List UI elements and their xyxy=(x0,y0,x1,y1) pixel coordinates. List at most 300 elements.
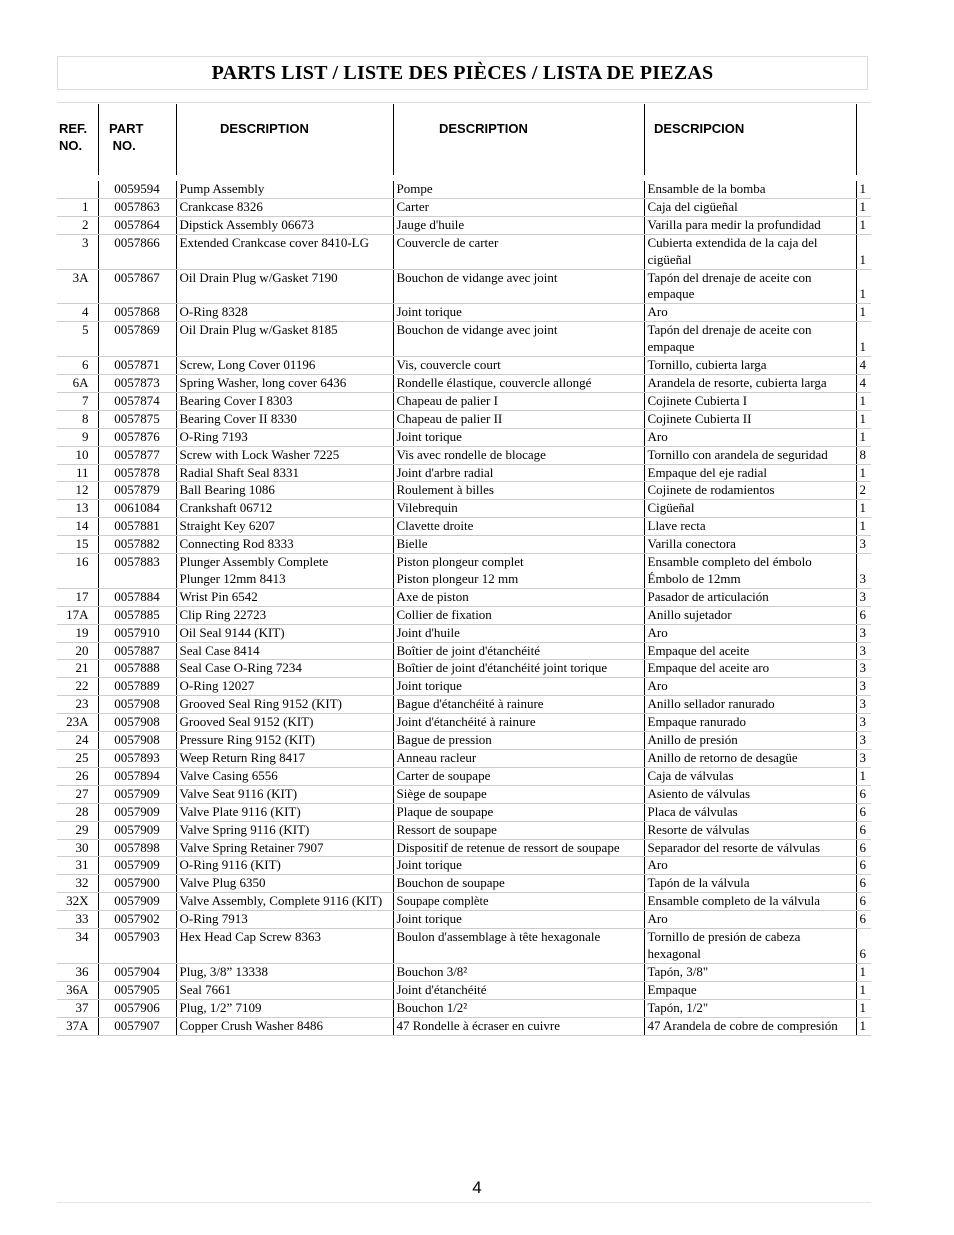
table-row xyxy=(57,624,871,642)
description-en-cell: Pressure Ring 9152 (KIT) xyxy=(176,732,393,750)
description-fr-cell: Soupape complète xyxy=(393,893,644,911)
description-fr-cell: Bouchon 1/2² xyxy=(393,999,644,1017)
part-number-cell: 0057877 xyxy=(98,446,176,464)
part-number-cell: 0057874 xyxy=(98,392,176,410)
table-row xyxy=(57,696,871,714)
description-es-cell: Separador del resorte de válvulas xyxy=(644,839,856,857)
description-fr-cell: Bague de pression xyxy=(393,732,644,750)
description-fr-cell: Joint torique xyxy=(393,428,644,446)
ref-cell: 11 xyxy=(57,464,98,482)
description-es-cell: Anillo sujetador xyxy=(644,606,856,624)
part-number-cell: 0057909 xyxy=(98,803,176,821)
description-en-cell: Valve Casing 6556 xyxy=(176,767,393,785)
part-number-cell: 0057910 xyxy=(98,624,176,642)
part-number-cell: 0057875 xyxy=(98,410,176,428)
description-es-cell: Tapón de la válvula xyxy=(644,875,856,893)
ref-cell: 36 xyxy=(57,963,98,981)
part-number-cell: 0057882 xyxy=(98,536,176,554)
description-en-cell: Extended Crankcase cover 8410-LG xyxy=(176,234,393,269)
table-row xyxy=(57,606,871,624)
description-en-cell: O-Ring 9116 (KIT) xyxy=(176,857,393,875)
ref-cell: 33 xyxy=(57,911,98,929)
quantity-cell: 1 xyxy=(856,216,871,234)
description-fr-cell: Boulon d'assemblage à tête hexagonale xyxy=(393,929,644,964)
description-en-cell: O-Ring 12027 xyxy=(176,678,393,696)
description-fr-cell: Bouchon de soupape xyxy=(393,875,644,893)
description-fr-cell: Piston plongeur complet Piston plongeur 12 mm xyxy=(393,554,644,589)
ref-cell: 28 xyxy=(57,803,98,821)
header-desc-es xyxy=(644,104,857,175)
ref-cell: 16 xyxy=(57,554,98,589)
description-en-cell: Grooved Seal 9152 (KIT) xyxy=(176,714,393,732)
quantity-cell: 3 xyxy=(856,660,871,678)
part-number-cell: 0057906 xyxy=(98,999,176,1017)
part-number-cell: 0057908 xyxy=(98,696,176,714)
description-es-cell: Aro xyxy=(644,428,856,446)
part-number-cell: 0057864 xyxy=(98,216,176,234)
table-row xyxy=(57,374,871,392)
table-row xyxy=(57,821,871,839)
description-es-cell: Arandela de resorte, cubierta larga xyxy=(644,374,856,392)
part-number-cell: 0057866 xyxy=(98,234,176,269)
table-row xyxy=(57,428,871,446)
title-box xyxy=(57,56,868,90)
quantity-cell: 6 xyxy=(856,893,871,911)
table-row xyxy=(57,660,871,678)
part-number-cell: 0057894 xyxy=(98,767,176,785)
description-es-cell: Tapón, 3/8" xyxy=(644,963,856,981)
description-en-cell: O-Ring 8328 xyxy=(176,304,393,322)
description-en-cell: Valve Plug 6350 xyxy=(176,875,393,893)
description-es-cell: Varilla para medir la profundidad xyxy=(644,216,856,234)
ref-cell: 9 xyxy=(57,428,98,446)
description-fr-cell: Bague d'étanchéité à rainure xyxy=(393,696,644,714)
description-en-cell: Wrist Pin 6542 xyxy=(176,588,393,606)
table-row xyxy=(57,536,871,554)
description-es-cell: Anillo de retorno de desagüe xyxy=(644,750,856,768)
part-number-cell: 0057909 xyxy=(98,857,176,875)
description-en-cell: Crankcase 8326 xyxy=(176,198,393,216)
ref-cell: 26 xyxy=(57,767,98,785)
table-row xyxy=(57,322,871,357)
table-row xyxy=(57,269,871,304)
description-en-cell: Dipstick Assembly 06673 xyxy=(176,216,393,234)
description-en-cell: Seal 7661 xyxy=(176,981,393,999)
description-en-cell: Weep Return Ring 8417 xyxy=(176,750,393,768)
description-fr-cell: Joint d'étanchéité à rainure xyxy=(393,714,644,732)
description-es-cell: Anillo de presión xyxy=(644,732,856,750)
quantity-cell: 1 xyxy=(856,1017,871,1035)
part-number-cell: 0057893 xyxy=(98,750,176,768)
description-en-cell: Copper Crush Washer 8486 xyxy=(176,1017,393,1035)
description-fr-cell: Collier de fixation xyxy=(393,606,644,624)
ref-cell: 22 xyxy=(57,678,98,696)
description-fr-cell: Axe de piston xyxy=(393,588,644,606)
table-row xyxy=(57,893,871,911)
description-es-cell: Aro xyxy=(644,678,856,696)
header-desc-en xyxy=(176,104,394,175)
ref-cell: 15 xyxy=(57,536,98,554)
part-number-cell: 0057908 xyxy=(98,732,176,750)
ref-cell: 8 xyxy=(57,410,98,428)
quantity-cell: 1 xyxy=(856,963,871,981)
description-en-cell: Seal Case 8414 xyxy=(176,642,393,660)
description-es-cell: Empaque xyxy=(644,981,856,999)
part-number-cell: 0057905 xyxy=(98,981,176,999)
part-number-cell: 0057869 xyxy=(98,322,176,357)
description-es-cell: 47 Arandela de cobre de compresión xyxy=(644,1017,856,1035)
header-desc-fr-label: DESCRIPTION xyxy=(439,121,528,136)
quantity-cell: 1 xyxy=(856,181,871,198)
table-row xyxy=(57,588,871,606)
description-es-cell: Aro xyxy=(644,857,856,875)
quantity-cell: 1 xyxy=(856,518,871,536)
description-es-cell: Tapón del drenaje de aceite con empaque xyxy=(644,269,856,304)
table-row xyxy=(57,875,871,893)
description-en-cell: Bearing Cover I 8303 xyxy=(176,392,393,410)
description-en-cell: Clip Ring 22723 xyxy=(176,606,393,624)
ref-cell: 20 xyxy=(57,642,98,660)
quantity-cell: 1 xyxy=(856,999,871,1017)
description-fr-cell: Clavette droite xyxy=(393,518,644,536)
quantity-cell: 3 xyxy=(856,624,871,642)
quantity-cell: 1 xyxy=(856,269,871,304)
description-es-cell: Tapón del drenaje de aceite con empaque xyxy=(644,322,856,357)
description-fr-cell: Pompe xyxy=(393,181,644,198)
part-number-cell: 0057903 xyxy=(98,929,176,964)
table-row xyxy=(57,803,871,821)
description-fr-cell: Chapeau de palier II xyxy=(393,410,644,428)
table-row xyxy=(57,554,871,589)
table-row xyxy=(57,357,871,375)
table-row xyxy=(57,216,871,234)
quantity-cell: 3 xyxy=(856,714,871,732)
description-es-cell: Tornillo de presión de cabeza hexagonal xyxy=(644,929,856,964)
description-es-cell: Aro xyxy=(644,911,856,929)
quantity-cell: 3 xyxy=(856,554,871,589)
description-es-cell: Empaque del aceite aro xyxy=(644,660,856,678)
ref-cell: 23 xyxy=(57,696,98,714)
description-en-cell: Grooved Seal Ring 9152 (KIT) xyxy=(176,696,393,714)
description-en-cell: Oil Seal 9144 (KIT) xyxy=(176,624,393,642)
part-number-cell: 0057867 xyxy=(98,269,176,304)
quantity-cell: 3 xyxy=(856,732,871,750)
part-number-cell: 0057900 xyxy=(98,875,176,893)
part-number-cell: 0057907 xyxy=(98,1017,176,1035)
ref-cell: 34 xyxy=(57,929,98,964)
table-row xyxy=(57,234,871,269)
description-en-cell: Screw with Lock Washer 7225 xyxy=(176,446,393,464)
ref-cell: 6A xyxy=(57,374,98,392)
header-desc-es-label: DESCRIPCION xyxy=(654,121,745,136)
description-fr-cell: 47 Rondelle à écraser en cuivre xyxy=(393,1017,644,1035)
description-es-cell: Tapón, 1/2" xyxy=(644,999,856,1017)
quantity-cell: 6 xyxy=(856,929,871,964)
quantity-cell: 6 xyxy=(856,606,871,624)
page-number: 4 xyxy=(472,1178,482,1197)
description-es-cell: Anillo sellador ranurado xyxy=(644,696,856,714)
description-es-cell: Placa de válvulas xyxy=(644,803,856,821)
table-row xyxy=(57,518,871,536)
description-fr-cell: Roulement à billes xyxy=(393,482,644,500)
description-fr-cell: Boîtier de joint d'étanchéité joint torique xyxy=(393,660,644,678)
part-number-cell: 0057868 xyxy=(98,304,176,322)
description-en-cell: Plunger Assembly Complete Plunger 12mm 8413 xyxy=(176,554,393,589)
description-fr-cell: Dispositif de retenue de ressort de soupape xyxy=(393,839,644,857)
quantity-cell: 6 xyxy=(856,839,871,857)
quantity-cell: 3 xyxy=(856,678,871,696)
description-es-cell: Ensamble de la bomba xyxy=(644,181,856,198)
description-en-cell: Plug, 1/2” 7109 xyxy=(176,999,393,1017)
ref-cell: 3A xyxy=(57,269,98,304)
description-en-cell: Straight Key 6207 xyxy=(176,518,393,536)
part-number-cell: 0057863 xyxy=(98,198,176,216)
table-row xyxy=(57,857,871,875)
quantity-cell: 1 xyxy=(856,392,871,410)
description-en-cell: O-Ring 7913 xyxy=(176,911,393,929)
quantity-cell: 1 xyxy=(856,767,871,785)
ref-cell xyxy=(57,181,98,198)
description-fr-cell: Joint d'arbre radial xyxy=(393,464,644,482)
part-number-cell: 0057909 xyxy=(98,821,176,839)
ref-cell: 5 xyxy=(57,322,98,357)
description-fr-cell: Bouchon 3/8² xyxy=(393,963,644,981)
quantity-cell: 1 xyxy=(856,410,871,428)
description-es-cell: Cojinete Cubierta II xyxy=(644,410,856,428)
quantity-cell: 1 xyxy=(856,464,871,482)
quantity-cell: 6 xyxy=(856,821,871,839)
ref-cell: 12 xyxy=(57,482,98,500)
ref-cell: 23A xyxy=(57,714,98,732)
quantity-cell: 1 xyxy=(856,234,871,269)
part-number-cell: 0057904 xyxy=(98,963,176,981)
table-row xyxy=(57,981,871,999)
part-number-cell: 0057908 xyxy=(98,714,176,732)
table-row xyxy=(57,1017,871,1035)
ref-cell: 31 xyxy=(57,857,98,875)
description-es-cell: Cojinete Cubierta I xyxy=(644,392,856,410)
quantity-cell: 3 xyxy=(856,588,871,606)
quantity-cell: 1 xyxy=(856,304,871,322)
quantity-cell: 6 xyxy=(856,803,871,821)
description-fr-cell: Boîtier de joint d'étanchéité xyxy=(393,642,644,660)
description-en-cell: Valve Assembly, Complete 9116 (KIT) xyxy=(176,893,393,911)
parts-table-body xyxy=(57,181,871,1035)
table-row xyxy=(57,929,871,964)
table-row xyxy=(57,785,871,803)
description-fr-cell: Chapeau de palier I xyxy=(393,392,644,410)
part-number-cell: 0057909 xyxy=(98,893,176,911)
description-fr-cell: Plaque de soupape xyxy=(393,803,644,821)
description-es-cell: Asiento de válvulas xyxy=(644,785,856,803)
description-es-cell: Tornillo, cubierta larga xyxy=(644,357,856,375)
description-fr-cell: Joint torique xyxy=(393,304,644,322)
quantity-cell: 6 xyxy=(856,875,871,893)
header-ref-label: REF. NO. xyxy=(59,121,88,153)
quantity-cell: 6 xyxy=(856,785,871,803)
table-row xyxy=(57,963,871,981)
part-number-cell: 0057889 xyxy=(98,678,176,696)
table-row xyxy=(57,464,871,482)
ref-cell: 29 xyxy=(57,821,98,839)
part-number-cell: 0057902 xyxy=(98,911,176,929)
page-title: PARTS LIST / LISTE DES PIÈCES / LISTA DE PIEZAS xyxy=(211,62,714,84)
ref-cell: 13 xyxy=(57,500,98,518)
ref-cell: 2 xyxy=(57,216,98,234)
description-es-cell: Caja de válvulas xyxy=(644,767,856,785)
description-es-cell: Llave recta xyxy=(644,518,856,536)
description-en-cell: Seal Case O-Ring 7234 xyxy=(176,660,393,678)
description-es-cell: Empaque del aceite xyxy=(644,642,856,660)
table-row xyxy=(57,304,871,322)
table-row xyxy=(57,410,871,428)
ref-cell: 27 xyxy=(57,785,98,803)
table-row xyxy=(57,767,871,785)
quantity-cell: 6 xyxy=(856,857,871,875)
description-fr-cell: Vis, couvercle court xyxy=(393,357,644,375)
description-en-cell: Radial Shaft Seal 8331 xyxy=(176,464,393,482)
description-fr-cell: Carter xyxy=(393,198,644,216)
description-fr-cell: Ressort de soupape xyxy=(393,821,644,839)
part-number-cell: 0057884 xyxy=(98,588,176,606)
description-es-cell: Ensamble completo del émbolo Émbolo de 12mm xyxy=(644,554,856,589)
description-en-cell: Pump Assembly xyxy=(176,181,393,198)
ref-cell: 1 xyxy=(57,198,98,216)
ref-cell: 30 xyxy=(57,839,98,857)
table-row xyxy=(57,482,871,500)
part-number-cell: 0057909 xyxy=(98,785,176,803)
ref-cell: 32X xyxy=(57,893,98,911)
table-row xyxy=(57,198,871,216)
ref-cell: 37A xyxy=(57,1017,98,1035)
ref-cell: 24 xyxy=(57,732,98,750)
header-ref xyxy=(57,104,98,175)
description-fr-cell: Rondelle élastique, couvercle allongé xyxy=(393,374,644,392)
description-es-cell: Pasador de articulación xyxy=(644,588,856,606)
table-row xyxy=(57,750,871,768)
quantity-cell: 1 xyxy=(856,981,871,999)
quantity-cell: 3 xyxy=(856,696,871,714)
part-number-cell: 0057878 xyxy=(98,464,176,482)
quantity-cell: 6 xyxy=(856,911,871,929)
footer-rule xyxy=(57,1202,871,1203)
description-es-cell: Varilla conectora xyxy=(644,536,856,554)
table-row xyxy=(57,642,871,660)
description-en-cell: Valve Spring 9116 (KIT) xyxy=(176,821,393,839)
table-row xyxy=(57,181,871,198)
quantity-cell: 2 xyxy=(856,482,871,500)
header-desc-fr xyxy=(393,104,645,175)
part-number-cell: 0057883 xyxy=(98,554,176,589)
ref-cell: 17A xyxy=(57,606,98,624)
part-number-cell: 0057871 xyxy=(98,357,176,375)
description-en-cell: Ball Bearing 1086 xyxy=(176,482,393,500)
part-number-cell: 0057887 xyxy=(98,642,176,660)
table-row xyxy=(57,500,871,518)
description-fr-cell: Joint torique xyxy=(393,911,644,929)
parts-table xyxy=(57,181,871,1036)
description-en-cell: Crankshaft 06712 xyxy=(176,500,393,518)
table-row xyxy=(57,999,871,1017)
quantity-cell: 1 xyxy=(856,322,871,357)
quantity-cell: 3 xyxy=(856,536,871,554)
description-en-cell: Screw, Long Cover 01196 xyxy=(176,357,393,375)
quantity-cell: 1 xyxy=(856,198,871,216)
description-en-cell: Plug, 3/8” 13338 xyxy=(176,963,393,981)
quantity-cell: 4 xyxy=(856,374,871,392)
ref-cell: 10 xyxy=(57,446,98,464)
quantity-cell: 8 xyxy=(856,446,871,464)
description-fr-cell: Bouchon de vidange avec joint xyxy=(393,322,644,357)
description-es-cell: Cigüeñal xyxy=(644,500,856,518)
part-number-cell: 0057873 xyxy=(98,374,176,392)
part-number-cell: 0057876 xyxy=(98,428,176,446)
description-fr-cell: Siège de soupape xyxy=(393,785,644,803)
ref-cell: 32 xyxy=(57,875,98,893)
header-qty xyxy=(856,104,858,175)
quantity-cell: 4 xyxy=(856,357,871,375)
header-top-rule xyxy=(57,102,871,103)
ref-cell: 19 xyxy=(57,624,98,642)
ref-cell: 37 xyxy=(57,999,98,1017)
quantity-cell: 1 xyxy=(856,428,871,446)
ref-cell: 14 xyxy=(57,518,98,536)
description-es-cell: Cojinete de rodamientos xyxy=(644,482,856,500)
description-fr-cell: Bouchon de vidange avec joint xyxy=(393,269,644,304)
description-en-cell: Spring Washer, long cover 6436 xyxy=(176,374,393,392)
description-en-cell: Bearing Cover II 8330 xyxy=(176,410,393,428)
table-row xyxy=(57,714,871,732)
description-es-cell: Resorte de válvulas xyxy=(644,821,856,839)
description-es-cell: Aro xyxy=(644,624,856,642)
part-number-cell: 0057881 xyxy=(98,518,176,536)
table-row xyxy=(57,446,871,464)
part-number-cell: 0057898 xyxy=(98,839,176,857)
description-en-cell: Connecting Rod 8333 xyxy=(176,536,393,554)
table-row xyxy=(57,839,871,857)
description-fr-cell: Jauge d'huile xyxy=(393,216,644,234)
description-fr-cell: Vis avec rondelle de blocage xyxy=(393,446,644,464)
description-fr-cell: Joint d'étanchéité xyxy=(393,981,644,999)
ref-cell: 4 xyxy=(57,304,98,322)
description-fr-cell: Couvercle de carter xyxy=(393,234,644,269)
quantity-cell: 3 xyxy=(856,642,871,660)
header-part-label: PART NO. xyxy=(109,121,144,153)
part-number-cell: 0057885 xyxy=(98,606,176,624)
description-en-cell: Valve Seat 9116 (KIT) xyxy=(176,785,393,803)
description-en-cell: Valve Spring Retainer 7907 xyxy=(176,839,393,857)
quantity-cell: 3 xyxy=(856,750,871,768)
description-fr-cell: Joint torique xyxy=(393,857,644,875)
description-es-cell: Ensamble completo de la válvula xyxy=(644,893,856,911)
ref-cell: 21 xyxy=(57,660,98,678)
ref-cell: 25 xyxy=(57,750,98,768)
ref-cell: 17 xyxy=(57,588,98,606)
ref-cell: 36A xyxy=(57,981,98,999)
description-en-cell: Oil Drain Plug w/Gasket 7190 xyxy=(176,269,393,304)
table-row xyxy=(57,911,871,929)
ref-cell: 6 xyxy=(57,357,98,375)
description-fr-cell: Anneau racleur xyxy=(393,750,644,768)
part-number-cell: 0057879 xyxy=(98,482,176,500)
description-en-cell: Hex Head Cap Screw 8363 xyxy=(176,929,393,964)
description-en-cell: Valve Plate 9116 (KIT) xyxy=(176,803,393,821)
description-es-cell: Aro xyxy=(644,304,856,322)
ref-cell: 3 xyxy=(57,234,98,269)
description-fr-cell: Bielle xyxy=(393,536,644,554)
table-row xyxy=(57,678,871,696)
quantity-cell: 1 xyxy=(856,500,871,518)
